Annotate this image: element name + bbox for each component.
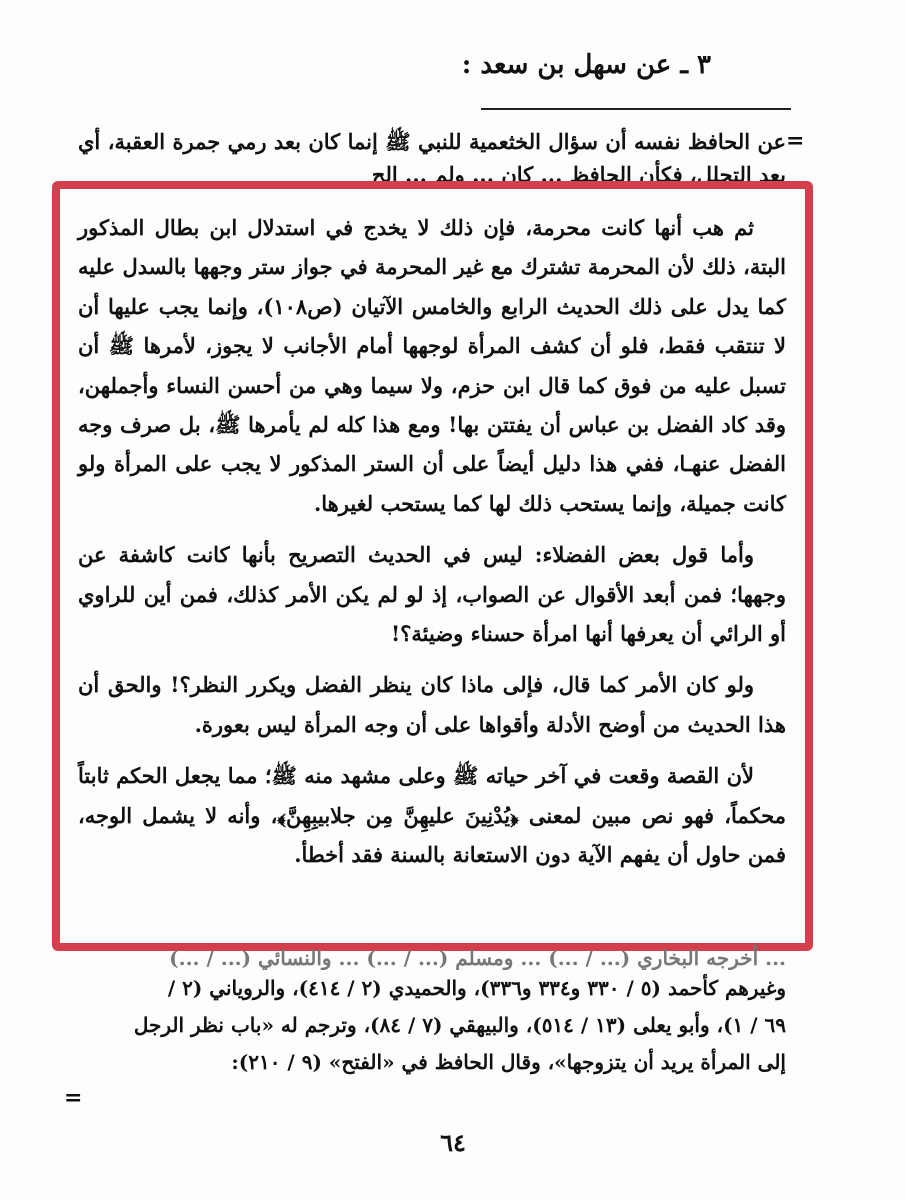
paragraph-1: ثم هب أنها كانت محرمة، فإن ذلك لا يخدج في استدلال ابن بطال المذكور البتة، ذلك لأن المحرمة تشترك مع غير المحرمة في جواز ستر وجهها بالسدل عليه كما يدل على ذلك الحديث الرابع والخامس الآتيان (ص١٠٨)، وإنما يجب عليها أن لا تنتقب فقط، فلو أن كشف المرأة لوجهها أمام الأجانب لا يجوز، لأمرها ﷺ أن تسبل عليه من فوق كما قال ابن حزم، ولا سيما وهي من أحسن النساء وأجملهن، وقد كاد الفضل بن عباس أن يفتتن بها! ومع هذا كله لم يأمرها ﷺ، بل صرف وجه الفضل عنهـا، ففي هذا دليل أيضاً على أن الستر المذكور لا يجب على المرأة ولو كانت جميلة، وإنما يستحب ذلك لها كما يستحب لغيرها.	[78, 215, 786, 516]
paragraph-2: وأما قول بعض الفضلاء: ليس في الحديث التصريح بأنها كانت كاشفة عن وجهها؛ فمن أبعد الأقوال عن الصواب، إذ لو لم يكن الأمر كذلك، فمن أين للراوي أو الرائي أن يعرفها أنها امرأة حسناء وضيئة؟!	[78, 542, 786, 647]
section-heading: ٣ ـ عن سهل بن سعد :	[461, 50, 711, 80]
footnote-line-2: ٦٩ / ١)، وأبو يعلى (١٣ / ٥١٤)، والبيهقي (٧ / ٨٤)، وترجم له «باب نظر الرجل	[133, 1013, 786, 1037]
heading-underline	[481, 108, 791, 110]
paragraph-3: ولو كان الأمر كما قال، فإلى ماذا كان ينظر الفضل ويكرر النظر؟! والحق أن هذا الحديث من أوضح الأدلة وأقواها على أن وجه المرأة ليس بعورة.	[78, 672, 786, 737]
footnote-line-3: إلى المرأة يريد أن يتزوجها»، وقال الحافظ في «الفتح» (٩ / ٢١٠):	[231, 1050, 786, 1074]
continuation-marker-bottom: =	[64, 1085, 83, 1111]
highlighted-passage	[78, 208, 786, 875]
page-number: ٦٤	[440, 1128, 466, 1157]
top-footnote-continuation: عن الحافظ نفسه أن سؤال الخثعمية للنبي ﷺ إنما كان بعد رمي جمرة العقبة، أي بعد التحلل، فكأن الحافظ ... كان ... ولم ... الح	[78, 129, 786, 187]
continuation-marker-top: =	[786, 128, 805, 154]
paragraph-4: لأن القصة وقعت في آخر حياته ﷺ وعلى مشهد منه ﷺ؛ مما يجعل الحكم ثابتاً محكماً، فهو نص مبين لمعنى ﴿يُدْنِينَ عليهِنَّ مِن جلابيبِهِنَّ﴾، وأنه لا يشمل الوجه، فمن حاول أن يفهم الآية دون الاستعانة بالسنة فقد أخطأ.	[78, 763, 786, 868]
footnotes	[78, 940, 786, 1081]
footnote-partial-line: ... أخرجه البخاري (... / ...) ... ومسلم (... / ...) ... والنسائي (... / ...)	[169, 946, 786, 970]
footnote-line-1: وغيرهم كأحمد (٥ / ٣٣٠ و٣٣٤ و٣٣٦)، والحميدي (٢ / ٤١٤)، والروياني (٢ /	[167, 976, 786, 1000]
